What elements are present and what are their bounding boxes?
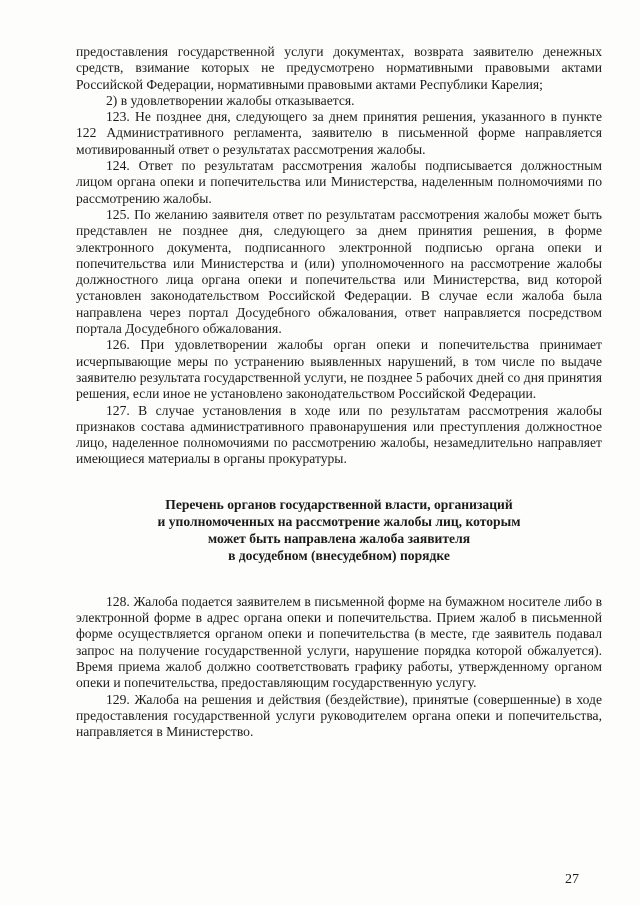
heading-line: в досудебном (внесудебном) порядке xyxy=(228,547,450,563)
paragraph-129: 129. Жалоба на решения и действия (бездействие), принятые (совершенные) в ходе предоставления государственной услуги руководителем органа опеки и попечительства, направляется в Министерство. xyxy=(76,691,602,740)
heading-line: Перечень органов государственной власти, организаций xyxy=(165,496,513,512)
heading-line: может быть направлена жалоба заявителя xyxy=(207,530,471,546)
heading-line: и уполномоченных на рассмотрение жалобы лиц, которым xyxy=(157,513,521,529)
paragraph-125: 125. По желанию заявителя ответ по результатам рассмотрения жалобы может быть представлен не позднее дня, следующего за днем принятия решения, в форме электронного документа, подписанного электронной подписью органа опеки и попечительства или Министерства и (или) уполномоченного на рассмотрение жалобы должностного лица органа опеки и попечительства или Министерства, вид которой установлен законодательством Российской Федерации. В случае если жалоба была направлена через портал Досудебного обжалования, ответ направляется посредством портала Досудебного обжалования. xyxy=(76,206,602,337)
list-item-2: 2) в удовлетворении жалобы отказывается. xyxy=(106,92,355,108)
document-body xyxy=(76,44,602,740)
paragraph-126: 126. При удовлетворении жалобы орган опеки и попечительства принимает исчерпывающие меры по устранению выявленных нарушений, в том числе по выдаче заявителю результата государственной услуги, не позднее 5 рабочих дней со дня принятия решения, если иное не установлено законодательством Российской Федерации. xyxy=(76,337,602,402)
paragraph-continuation: предоставления государственной услуги документах, возврата заявителю денежных средств, взимание которых не предусмотрено нормативными правовыми актами Российской Федерации, нормативными правовыми актами Республики Карелия; xyxy=(76,44,602,92)
paragraph-127: 127. В случае установления в ходе или по результатам рассмотрения жалобы признаков состава административного правонарушения или преступления должностное лицо, наделенное полномочиями по рассмотрению жалобы, незамедлительно направляет имеющиеся материалы в органы прокуратуры. xyxy=(76,402,602,467)
page-number: 27 xyxy=(565,872,579,887)
paragraph-128: 128. Жалоба подается заявителем в письменной форме на бумажном носителе либо в электронной форме в адрес органа опеки и попечительства. Прием жалоб в письменной форме осуществляется органом опеки и попечительства (в месте, где заявитель подавал запрос на получение государственной услуги, нарушение порядка которой обжалуется). Время приема жалоб должно соответствовать графику работы, утвержденному органом опеки и попечительства, предоставляющим государственную услугу. xyxy=(76,593,602,691)
paragraph-124: 124. Ответ по результатам рассмотрения жалобы подписывается должностным лицом органа опеки и попечительства или Министерства, наделенным полномочиями по рассмотрению жалобы. xyxy=(76,158,602,206)
section-heading xyxy=(76,496,602,564)
paragraph-123: 123. Не позднее дня, следующего за днем принятия решения, указанного в пункте 122 Административного регламента, заявителю в письменной форме направляется мотивированный ответ о результатах рассмотрения жалобы. xyxy=(76,109,602,157)
